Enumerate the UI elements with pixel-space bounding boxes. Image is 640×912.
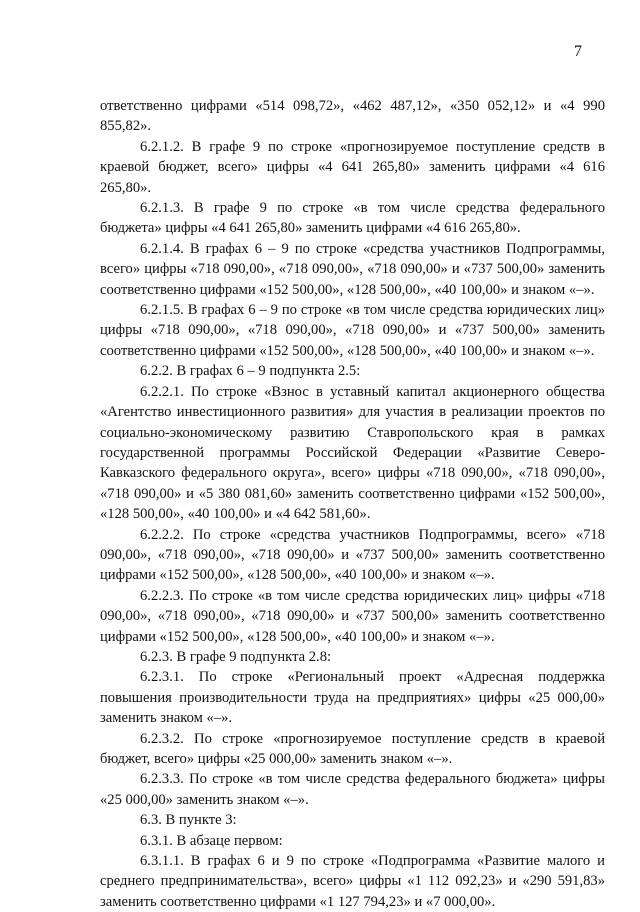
paragraph-6-2-2: 6.2.2. В графах 6 – 9 подпункта 2.5: xyxy=(140,363,361,380)
paragraph-6-2-3-1: 6.2.3.1. По строке «Региональный проект «Адресная поддержка повышения производительности труда на предприятиях» цифры «25 000,00» заменить знаком «–». xyxy=(100,669,605,727)
paragraph-6-2-1-4: 6.2.1.4. В графах 6 – 9 по строке «средства участников Подпрограммы, всего» цифры «718 090,00», «718 090,00», «718 090,00» и «737 500,00» заменить соответственно цифрами «152 500,00», «128 500,00», «40 100,00» и знаком «–». xyxy=(100,240,605,298)
paragraph-6-2-2-3: 6.2.2.3. По строке «в том числе средства юридических лиц» цифры «718 090,00», «718 090,00», «718 090,00» и «737 500,00» заменить соответственно цифрами «152 500,00», «128 500,00», «40 100,00» и знаком «–». xyxy=(100,587,605,645)
page-number: 7 xyxy=(574,43,582,60)
paragraph-6-3: 6.3. В пункте 3: xyxy=(140,812,237,829)
paragraph-6-2-3-3: 6.2.3.3. По строке «в том числе средства федерального бюджета» цифры «25 000,00» заменить знаком «–». xyxy=(100,771,605,808)
paragraph-6-3-1-1: 6.3.1.1. В графах 6 и 9 по строке «Подпрограмма «Развитие малого и среднего предпринимательства», всего» цифры «1 112 092,23» и «290 591,83» заменить соответственно цифрами «1 127 794,23» и «7 000,00». xyxy=(100,853,605,910)
paragraph-6-3-1: 6.3.1. В абзаце первом: xyxy=(140,832,283,849)
paragraph-6-2-1-2: 6.2.1.2. В графе 9 по строке «прогнозируемое поступление средств в краевой бюджет, всего» цифры «4 641 265,80» заменить цифрами «4 616 265,80». xyxy=(100,138,605,196)
document-body xyxy=(100,96,605,912)
paragraph-6-2-1-5: 6.2.1.5. В графах 6 – 9 по строке «в том числе средства юридических лиц» цифры «718 090,00», «718 090,00», «718 090,00» и «737 500,00» заменить соответственно цифрами «152 500,00», «128 500,00», «40 100,00» и знаком «–». xyxy=(100,302,605,359)
paragraph-6-2-2-1: 6.2.2.1. По строке «Взнос в уставный капитал акционерного общества «Агентство инвестиционного развития» для участия в реализации проектов по социально-экономическому развитию Ставропольского края в рамках государственной программы Российской Федерации «Развитие Северо-Кавказского федерального округа», всего» цифры «718 090,00», «718 090,00», «718 090,00» и «5 380 081,60» заменить соответственно цифрами «152 500,00», «128 500,00», «40 100,00» и «4 642 581,60». xyxy=(100,383,605,523)
paragraph-6-2-2-2: 6.2.2.2. По строке «средства участников Подпрограммы, всего» «718 090,00», «718 090,00», «718 090,00» и «737 500,00» заменить соответственно цифрами «152 500,00», «128 500,00», «40 100,00» и знаком «–». xyxy=(100,526,605,584)
paragraph-continuation: ответственно цифрами «514 098,72», «462 487,12», «350 052,12» и «4 990 855,82». xyxy=(100,98,605,135)
paragraph-6-2-3-2: 6.2.3.2. По строке «прогнозируемое поступление средств в краевой бюджет, всего» цифры «25 000,00» заменить знаком «–». xyxy=(100,730,605,767)
paragraph-6-2-1-3: 6.2.1.3. В графе 9 по строке «в том числе средства федерального бюджета» цифры «4 641 265,80» заменить цифрами «4 616 265,80». xyxy=(100,200,605,237)
paragraph-6-2-3: 6.2.3. В графе 9 подпункта 2.8: xyxy=(140,648,332,665)
